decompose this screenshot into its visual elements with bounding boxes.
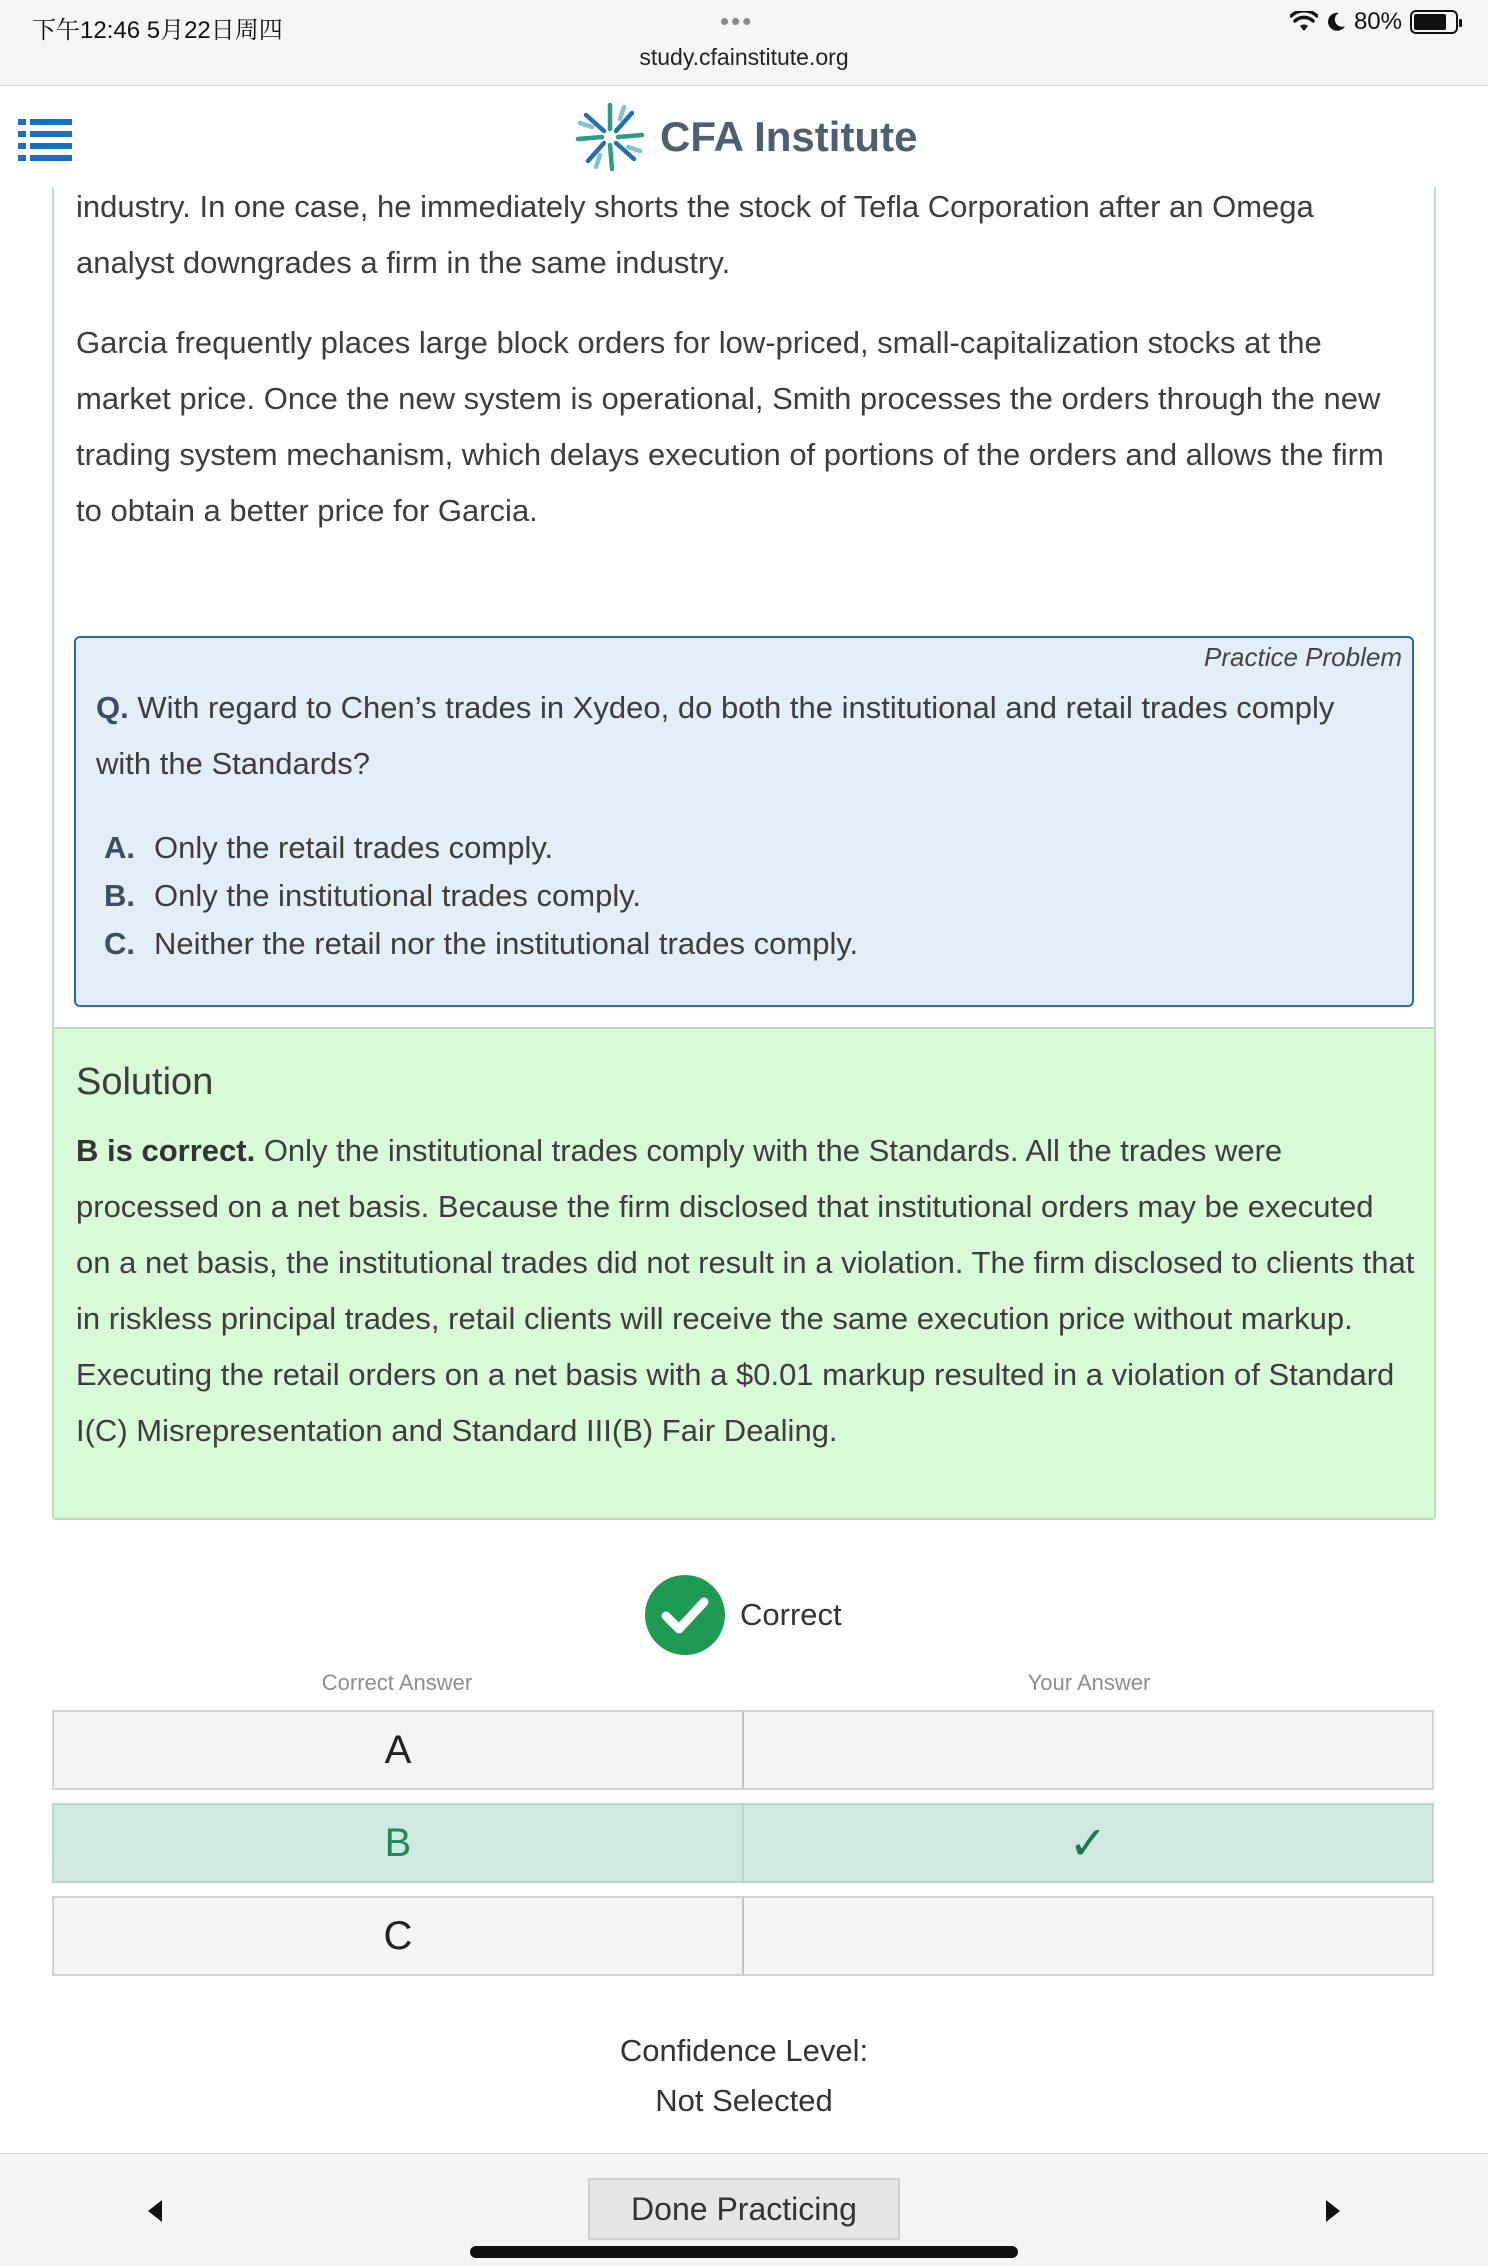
list-menu-icon[interactable] [18,117,72,161]
solution-text [76,1123,1416,1459]
result-label: Correct [740,1597,842,1632]
wifi-icon [1290,11,1318,33]
solution-box [52,1027,1436,1520]
article-paragraph: industry. In one case, he immediately shorts the stock of Tefla Corporation after an Omega analyst downgrades a firm in the same industry. [76,189,1314,280]
battery-percent: 80% [1353,8,1402,35]
your-answer-header: Your Answer [1027,1670,1151,1695]
your-answer-cell [742,1710,1434,1790]
question-text [96,680,1396,792]
article-paragraph: Garcia frequently places large block orders for low-priced, small-capitalization stocks at the market price. Once the new system is operational, Smith processes the orders through the new trading system mechanism, which delays execution of portions of the orders and allows the firm to obtain a better price for Garcia. [76,325,1384,528]
choice-text: Neither the retail nor the institutional trades comply. [154,926,859,961]
choice-a [104,824,858,872]
result-indicator [644,1574,842,1656]
answer-row-c [52,1896,1436,1976]
your-answer-cell [742,1896,1434,1976]
checkmark-icon: ✓ [1068,1817,1108,1869]
choice-letter: C. [104,926,135,961]
choice-text: Only the retail trades comply. [154,830,554,865]
moon-icon [1326,11,1346,33]
bottom-nav-bar [0,2153,1488,2266]
answer-row-a [52,1710,1436,1790]
status-bar [0,0,1488,86]
correct-answer-cell: C [52,1896,744,1976]
choice-c [104,920,858,968]
answer-row-b [52,1803,1436,1883]
choice-letter: A. [104,830,135,865]
logo-text: CFA Institute [660,113,918,160]
solution-title: Solution [76,1061,214,1103]
previous-arrow-icon[interactable] [148,2200,162,2222]
more-dots-icon[interactable]: ••• [720,6,754,36]
correct-answer-cell: A [52,1710,744,1790]
practice-problem-box [74,636,1414,1007]
question-body: With regard to Chen’s trades in Xydeo, do both the institutional and retail trades comply with the Standards? [96,690,1335,781]
address-url[interactable]: study.cfainstitute.org [639,44,849,70]
cfa-globe-icon [574,101,646,173]
solution-body: Only the institutional trades comply with the Standards. All the trades were processed on a net basis. Because the firm disclosed that institutional orders may be executed on a net basis, the institutional trades did not result in a violation. The firm disclosed to clients that in riskless principal trades, retail clients will receive the same execution price without markup. Executing the retail orders on a net basis with a $0.01 markup resulted in a violation of Standard I(C) Misrepresentation and Standard III(B) Fair Dealing. [76,1133,1415,1448]
answer-choices [104,824,858,968]
next-arrow-icon[interactable] [1326,2200,1340,2222]
confidence-value: Not Selected [655,2083,833,2118]
question-label: Q. [96,690,129,725]
site-header [0,87,1488,187]
solution-lead: B is correct. [76,1133,256,1168]
correct-answer-header: Correct Answer [321,1670,473,1695]
status-indicators [1290,8,1458,36]
battery-icon [1410,10,1458,34]
home-indicator[interactable] [470,2246,1018,2258]
correct-answer-cell: B [52,1803,744,1883]
done-practicing-button[interactable]: Done Practicing [588,2178,900,2240]
your-answer-cell [742,1803,1434,1883]
confidence-label: Confidence Level: [619,2033,869,2068]
choice-letter: B. [104,878,135,913]
practice-problem-tag: Practice Problem [1204,642,1402,672]
choice-b [104,872,858,920]
check-circle-icon [644,1574,726,1656]
cfa-logo[interactable] [574,101,917,173]
status-time: 下午12:46 5月22日周四 [32,17,283,44]
choice-text: Only the institutional trades comply. [154,878,642,913]
